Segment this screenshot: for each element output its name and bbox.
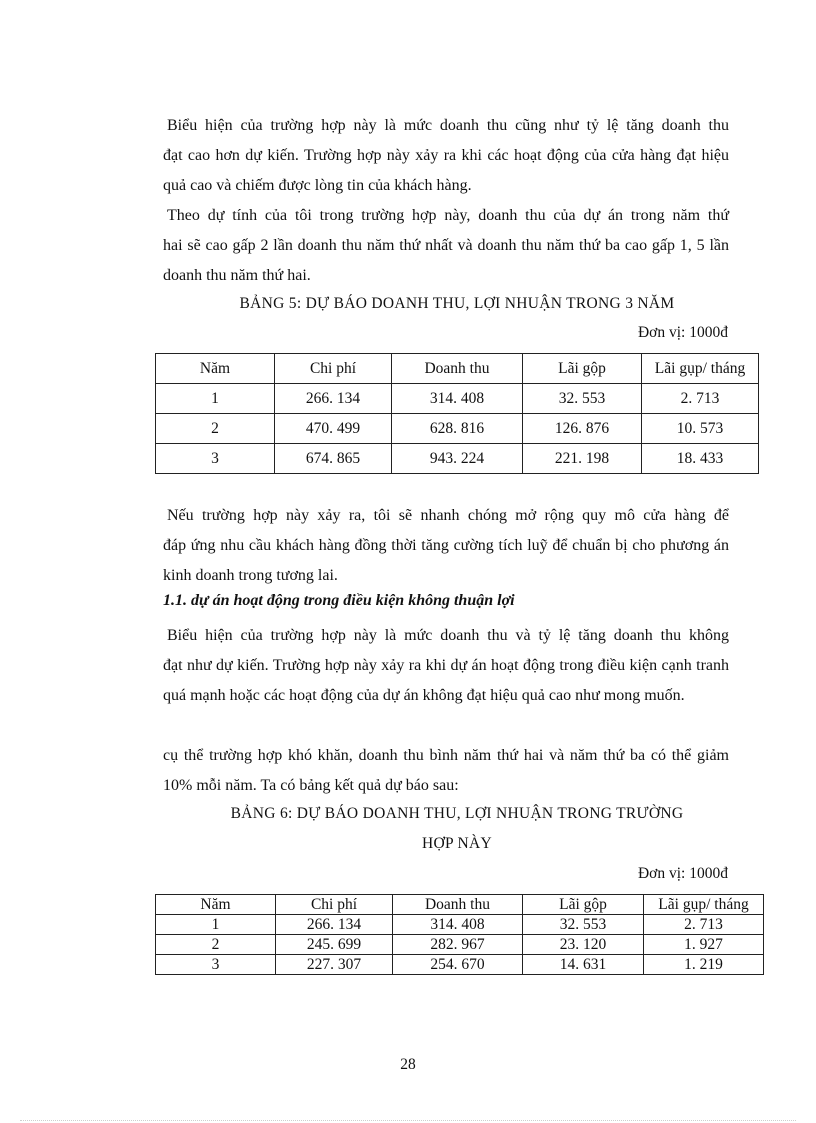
- table-6-header-cell: Doanh thu: [393, 895, 523, 915]
- table-cell: 314. 408: [392, 384, 523, 414]
- paragraph-3-first-line: Nếu trường hợp này xảy ra, tôi sẽ nhanh chóng mở rộng quy mô cửa hàng để: [167, 507, 729, 524]
- table-5-header-cell: Chi phí: [275, 354, 392, 384]
- table-5-header-row: [156, 354, 759, 384]
- paragraph-3: [163, 501, 729, 591]
- table-cell: 2: [156, 414, 275, 444]
- paragraph-4: [163, 621, 729, 711]
- table-cell: 254. 670: [393, 955, 523, 975]
- section-heading: 1.1. dự án hoạt động trong điều kiện không thuận lợi: [163, 592, 515, 609]
- table-cell: 674. 865: [275, 444, 392, 474]
- table-cell: 23. 120: [523, 935, 644, 955]
- table-5-header-cell: Lãi gụp/ tháng: [642, 354, 759, 384]
- table-row: [156, 935, 764, 955]
- table-cell: 266. 134: [275, 384, 392, 414]
- table-cell: 126. 876: [523, 414, 642, 444]
- table-cell: 3: [156, 955, 276, 975]
- table-cell: 1. 219: [644, 955, 764, 975]
- paragraph-1: [163, 111, 729, 201]
- table-cell: 266. 134: [276, 915, 393, 935]
- table-cell: 18. 433: [642, 444, 759, 474]
- table-row: [156, 414, 759, 444]
- table-cell: 2. 713: [642, 384, 759, 414]
- table-cell: 10. 573: [642, 414, 759, 444]
- table-cell: 470. 499: [275, 414, 392, 444]
- table-5-title: BẢNG 5: DỰ BÁO DOANH THU, LỢI NHUẬN TRONG 3 NĂM: [239, 295, 675, 312]
- table-cell: 1: [156, 915, 276, 935]
- table-cell: 221. 198: [523, 444, 642, 474]
- table-cell: 1: [156, 384, 275, 414]
- table-5-header-cell: Doanh thu: [392, 354, 523, 384]
- table-6-header-cell: Lãi gộp: [523, 895, 644, 915]
- table-cell: 245. 699: [276, 935, 393, 955]
- table-5: [155, 353, 759, 474]
- table-row: [156, 915, 764, 935]
- paragraph-5: cụ thể trường hợp khó khăn, doanh thu bình năm thứ hai và năm thứ ba có thể giảm 10% mỗi năm. Ta có bảng kết quả dự báo sau:: [163, 747, 729, 794]
- table-cell: 3: [156, 444, 275, 474]
- table-cell: 282. 967: [393, 935, 523, 955]
- table-5-header-cell: Lãi gộp: [523, 354, 642, 384]
- table-cell: 32. 553: [523, 384, 642, 414]
- table-5-unit: Đơn vị: 1000đ: [637, 324, 728, 341]
- table-row: [156, 384, 759, 414]
- table-5-header-cell: Năm: [156, 354, 275, 384]
- table-6-title-line-1: BẢNG 6: DỰ BÁO DOANH THU, LỢI NHUẬN TRONG TRƯỜNG: [230, 805, 684, 822]
- table-cell: 14. 631: [523, 955, 644, 975]
- paragraph-4-rest: đạt như dự kiến. Trường hợp này xảy ra khi dự án hoạt động trong điều kiện cạnh tranh quá mạnh hoặc các hoạt động của dự án không đạt hiệu quả cao như mong muốn.: [163, 657, 729, 704]
- paragraph-2-rest: hai sẽ cao gấp 2 lần doanh thu năm thứ nhất và doanh thu năm thứ ba cao gấp 1, 5 lần doanh thu năm thứ hai.: [163, 237, 729, 284]
- paragraph-3-rest: đáp ứng nhu cầu khách hàng đồng thời tăng cường tích luỹ để chuẩn bị cho phương án kinh doanh trong tương lai.: [163, 537, 729, 584]
- page-number: 28: [400, 1056, 416, 1073]
- table-6-header-cell: Năm: [156, 895, 276, 915]
- paragraph-4-first-line: Biểu hiện của trường hợp này là mức doanh thu và tỷ lệ tăng doanh thu không: [167, 627, 729, 644]
- table-6-title-line-2: HỢP NÀY: [422, 835, 492, 852]
- table-cell: 943. 224: [392, 444, 523, 474]
- paragraph-1-rest: đạt cao hơn dự kiến. Trường hợp này xảy ra khi các hoạt động của cửa hàng đạt hiệu quả cao và chiếm được lòng tin của khách hàng.: [163, 147, 729, 194]
- table-row: [156, 444, 759, 474]
- table-cell: 2. 713: [644, 915, 764, 935]
- table-cell: 2: [156, 935, 276, 955]
- table-cell: 227. 307: [276, 955, 393, 975]
- table-cell: 32. 553: [523, 915, 644, 935]
- table-6-header-row: [156, 895, 764, 915]
- table-6-header-cell: Lãi gụp/ tháng: [644, 895, 764, 915]
- table-6-header-cell: Chi phí: [276, 895, 393, 915]
- table-cell: 628. 816: [392, 414, 523, 444]
- table-6-unit: Đơn vị: 1000đ: [637, 865, 728, 882]
- paragraph-2: [163, 201, 729, 291]
- page-bottom-divider: [20, 1120, 796, 1121]
- table-cell: 1. 927: [644, 935, 764, 955]
- table-row: [156, 955, 764, 975]
- paragraph-2-first-line: Theo dự tính của tôi trong trường hợp này, doanh thu của dự án trong năm thứ: [167, 207, 729, 224]
- table-6: [155, 894, 764, 975]
- table-cell: 314. 408: [393, 915, 523, 935]
- paragraph-1-first-line: Biểu hiện của trường hợp này là mức doanh thu cũng như tỷ lệ tăng doanh thu: [167, 117, 729, 134]
